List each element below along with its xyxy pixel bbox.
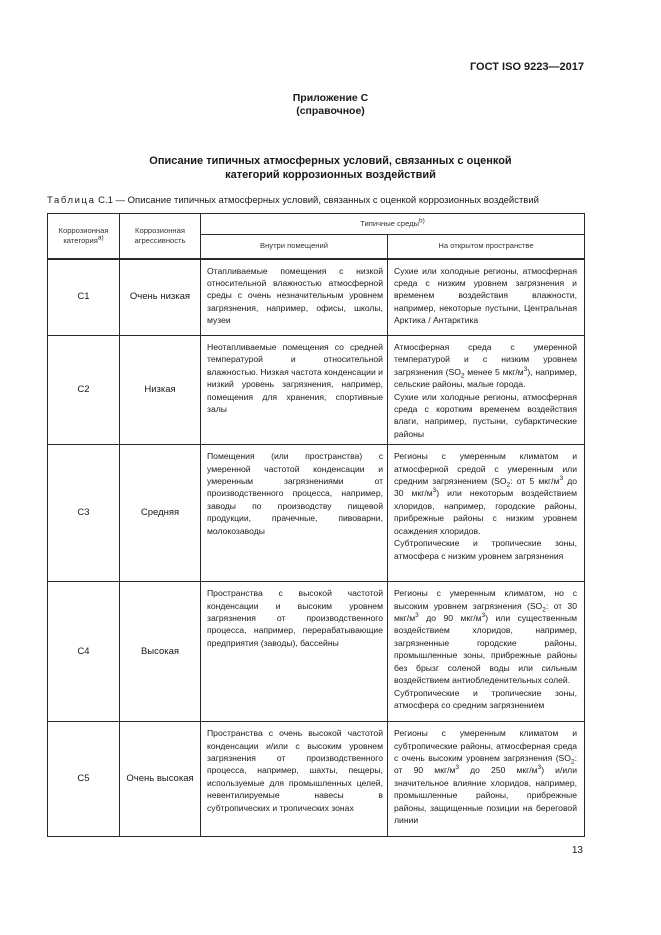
header-category-note: a)	[97, 234, 104, 242]
table-caption	[47, 195, 627, 206]
subscript: 2	[542, 606, 546, 614]
header-category-label: Коррозионная категория	[58, 225, 109, 245]
section-title-line-2: категорий коррозионных воздействий	[225, 169, 436, 181]
outdoor-text: до 30 мкг/м	[394, 476, 577, 499]
outdoor-text: : от 90 мкг/м	[394, 753, 577, 776]
annex-subtitle: (справочное)	[296, 105, 365, 117]
annex-title: Приложение С	[292, 92, 369, 104]
header-outdoor: На открытом пространстве	[388, 235, 585, 259]
superscript: 3	[432, 487, 437, 495]
row-aggressiveness: Средняя	[120, 445, 201, 582]
table-caption-number: С.1	[98, 195, 113, 206]
table-row	[48, 336, 585, 445]
row-outdoor	[388, 336, 585, 445]
row-aggressiveness: Высокая	[120, 582, 201, 722]
outdoor-text: Регионы с умеренным климатом и атмосферной средой с умеренным или средним загрязнением (SO	[394, 451, 577, 487]
row-aggressiveness: Очень высокая	[120, 722, 201, 837]
page-number: 13	[571, 845, 583, 856]
row-category: С1	[48, 259, 120, 336]
header-indoor: Внутри помещений	[201, 235, 388, 259]
outdoor-text: менее 5 мкг/м	[464, 366, 524, 377]
row-indoor: Неотапливаемые помещения со средней температурой и относительной влажностью. Низкая частота конденсации и низкий уровень загрязнения, например, помещения для хранения, спортивные залы	[201, 336, 388, 445]
row-indoor: Пространства с очень высокой частотой конденсации и/или с высоким уровнем загрязнения от производственного процесса, например, шахты, пещеры, используемые для промышленных целей, невентилируемые навесы в субтропических и тропических зонах	[201, 722, 388, 837]
superscript: 3	[455, 764, 460, 772]
row-indoor: Помещения (или пространства) с умеренной частотой конденсации и умеренным загрязнениями от производственного процесса, например, заводы по производству пищевой продукции, прачечные, пивоварни, молокозаводы	[201, 445, 388, 582]
outdoor-text: до 250 мкг/м	[459, 765, 538, 776]
row-indoor: Отапливаемые помещения с низкой относительной влажностью атмосферной среды с очень незначительным уровнем загрязнения, например, офисы, школы, музеи	[201, 259, 388, 336]
table-caption-text: — Описание типичных атмосферных условий, связанных с оценкой коррозионных воздействий	[115, 195, 539, 206]
subscript: 2	[460, 372, 465, 380]
table-row	[48, 259, 585, 336]
header-typical-note: b)	[419, 217, 425, 225]
superscript: 3	[523, 365, 528, 373]
outdoor-text: ) или существенным воздействием хлоридов, например, загрязненные городские районы, промышленные зоны, прибрежные районы без брызг соленой воды или сильным воздействием антиобледенительных солей.	[394, 613, 577, 686]
corrosivity-table	[47, 213, 585, 837]
header-aggressiveness: Коррозионная агрессивность	[120, 214, 201, 259]
table-row	[48, 445, 585, 582]
outdoor-text: Субтропические и тропические зоны, атмосфера с низким уровнем загрязнения	[394, 538, 577, 561]
superscript: 3	[415, 612, 419, 620]
section-title-line-1: Описание типичных атмосферных условий, связанных с оценкой	[149, 155, 512, 167]
outdoor-text: Сухие или холодные регионы, атмосферная среда с коротким временем воздействия влаги, например, пустыни, субарктические районы	[394, 391, 577, 439]
outdoor-text: ) или некоторым воздействием хлоридов, например, городские районы, прибрежные районы с низким уровнем осаждения хлоридов.	[394, 488, 577, 536]
outdoor-text: Регионы с умеренным климатом, но с высоким уровнем загрязнения (SO	[394, 588, 577, 611]
subscript: 2	[570, 758, 575, 766]
row-outdoor	[388, 259, 585, 336]
superscript: 3	[537, 764, 542, 772]
header-category	[48, 214, 120, 259]
outdoor-text: Субтропические и тропические зоны, атмосфера со средним загрязнением	[394, 687, 577, 710]
superscript: 3	[559, 475, 564, 483]
standard-number: ГОСТ ISO 9223—2017	[469, 61, 584, 73]
subscript: 2	[506, 481, 511, 489]
outdoor-text: Атмосферная среда с умеренной температурой и с низким уровнем загрязнения (SO	[394, 342, 577, 377]
row-aggressiveness: Очень низкая	[120, 259, 201, 336]
superscript: 3	[481, 612, 486, 620]
outdoor-text: : от 5 мкг/м	[510, 476, 560, 487]
outdoor-text: ), например, сельские районы, малые города.	[394, 366, 577, 390]
table-caption-label: Таблица	[47, 195, 96, 206]
row-outdoor	[388, 445, 585, 582]
outdoor-text: до 90 мкг/м	[418, 613, 482, 624]
table-row	[48, 722, 585, 837]
section-title	[0, 154, 661, 182]
outdoor-text: Сухие или холодные регионы, атмосферная среда с низким уровнем загрязнения и временем воздействия влажности, например, некоторые пустыни, Центральная Арктика / Антарктика	[394, 265, 577, 326]
table-row	[48, 582, 585, 722]
outdoor-text: Регионы с умеренным климатом и субтропические районы, атмосферная среда с очень высоким уровнем загрязнения (SO	[394, 728, 577, 764]
row-outdoor	[388, 582, 585, 722]
row-category: С2	[48, 336, 120, 445]
row-indoor: Пространства с высокой частотой конденсации и высоким уровнем загрязнения от производственного процесса, например, перерабатывающие предприятия (заводы), бассейны	[201, 582, 388, 722]
outdoor-text: ) и/или значительное влияние хлоридов, например, промышленные районы, прибрежные районы, защищенные позиции на береговой линии	[394, 765, 577, 826]
outdoor-text: : от 30 мкг/м	[394, 600, 577, 624]
row-outdoor	[388, 722, 585, 837]
header-typical-label: Типичные среды	[360, 219, 420, 228]
header-typical	[201, 214, 585, 235]
row-category: С5	[48, 722, 120, 837]
row-category: С4	[48, 582, 120, 722]
row-category: С3	[48, 445, 120, 582]
row-aggressiveness: Низкая	[120, 336, 201, 445]
annex-heading	[0, 92, 661, 118]
